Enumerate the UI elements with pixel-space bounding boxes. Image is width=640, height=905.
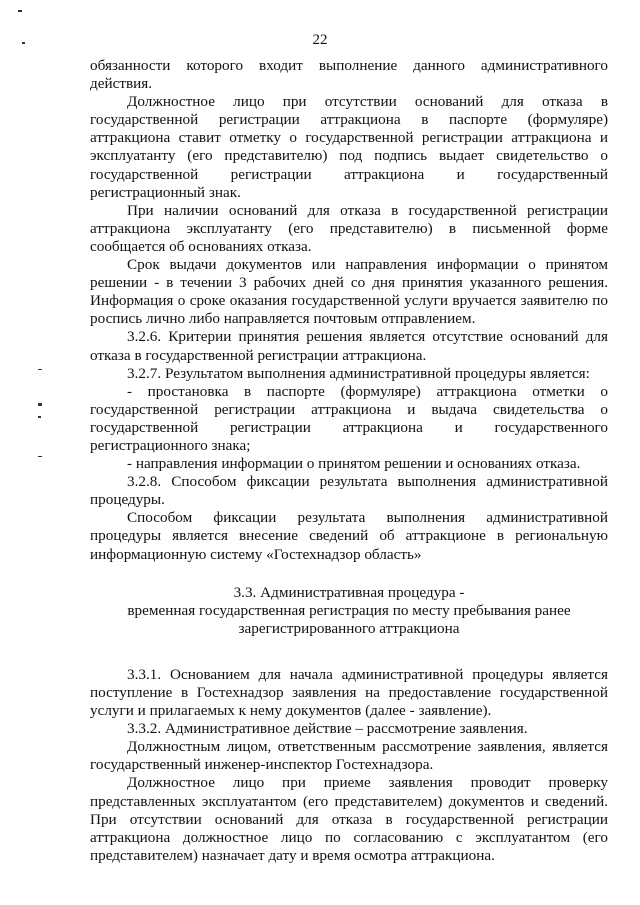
page-number: 22 [312,32,328,48]
section-heading-line-3: зарегистрированного аттракциона [238,619,460,637]
scan-mark [18,10,22,12]
body-paragraph: Срок выдачи документов или направления информации о принятом решении - в течении 3 рабочих дней со дня принятия указанного решения. Информация о сроке оказания государственной услуги вручается заявителю по роспись лично либо направляется почтовым отправлением. [90,256,608,328]
body-paragraph: Должностное лицо при приеме заявления проводит проверку представленных эксплуатантом (его представителем) документов и сведений. При отсутствии оснований для отказа в государственной регистрации аттракциона должностное лицо по согласованию с эксплуатантом (его представителем) назначает дату и время осмотра аттракциона. [90,774,608,864]
body-paragraph: Должностным лицом, ответственным рассмотрение заявления, является государственный инженер-инспектор Гостехнадзора. [90,738,608,774]
document-body [90,57,608,865]
body-paragraph: При наличии оснований для отказа в государственной регистрации аттракциона эксплуатанту (его представителю) в письменной форме сообщается об основаниях отказа. [90,201,608,255]
scan-mark [38,416,41,418]
body-paragraph: 3.3.1. Основанием для начала административной процедуры является поступление в Гостехнадзор заявления на предоставление государственной услуги и прилагаемых к нему документов (далее - заявление). [90,665,608,720]
body-paragraph: 3.2.6. Критерии принятия решения является отсутствие оснований для отказа в государственной регистрации аттракциона. [90,328,608,364]
scan-mark [38,456,42,457]
body-paragraph: 3.2.7. Результатом выполнения административной процедуры является: [127,364,590,382]
section-heading-line-1: 3.3. Административная процедура - [233,583,465,601]
scan-mark [38,369,42,370]
body-paragraph: 3.3.2. Административное действие – рассмотрение заявления. [127,720,528,738]
scan-mark [38,403,42,406]
scan-mark [22,42,25,44]
body-paragraph: Должностное лицо при отсутствии оснований для отказа в государственной регистрации аттракциона в паспорте (формуляре) аттракциона ставит отметку о государственной регистрации аттракциона и эксплуатанту (его представителю) под подпись выдает свидетельство о государственной регистрации аттракциона и государственный регистрационный знак. [90,93,608,201]
body-paragraph: Способом фиксации результата выполнения административной процедуры является внесение сведений об аттракционе в региональную информационную систему «Гостехнадзор область» [90,509,608,563]
body-paragraph: обязанности которого входит выполнение данного административного действия. [90,57,608,93]
body-paragraph: 3.2.8. Способом фиксации результата выполнения административной процедуры. [90,473,608,509]
body-paragraph: - направления информации о принятом решении и основаниях отказа. [127,455,581,473]
body-paragraph: - простановка в паспорте (формуляре) аттракциона отметки о государственной регистрации аттракциона и выдача свидетельства о государственной регистрации аттракциона и государственного регистрационного знака; [90,382,608,454]
section-heading-line-2: временная государственная регистрация по месту пребывания ранее [127,601,571,619]
